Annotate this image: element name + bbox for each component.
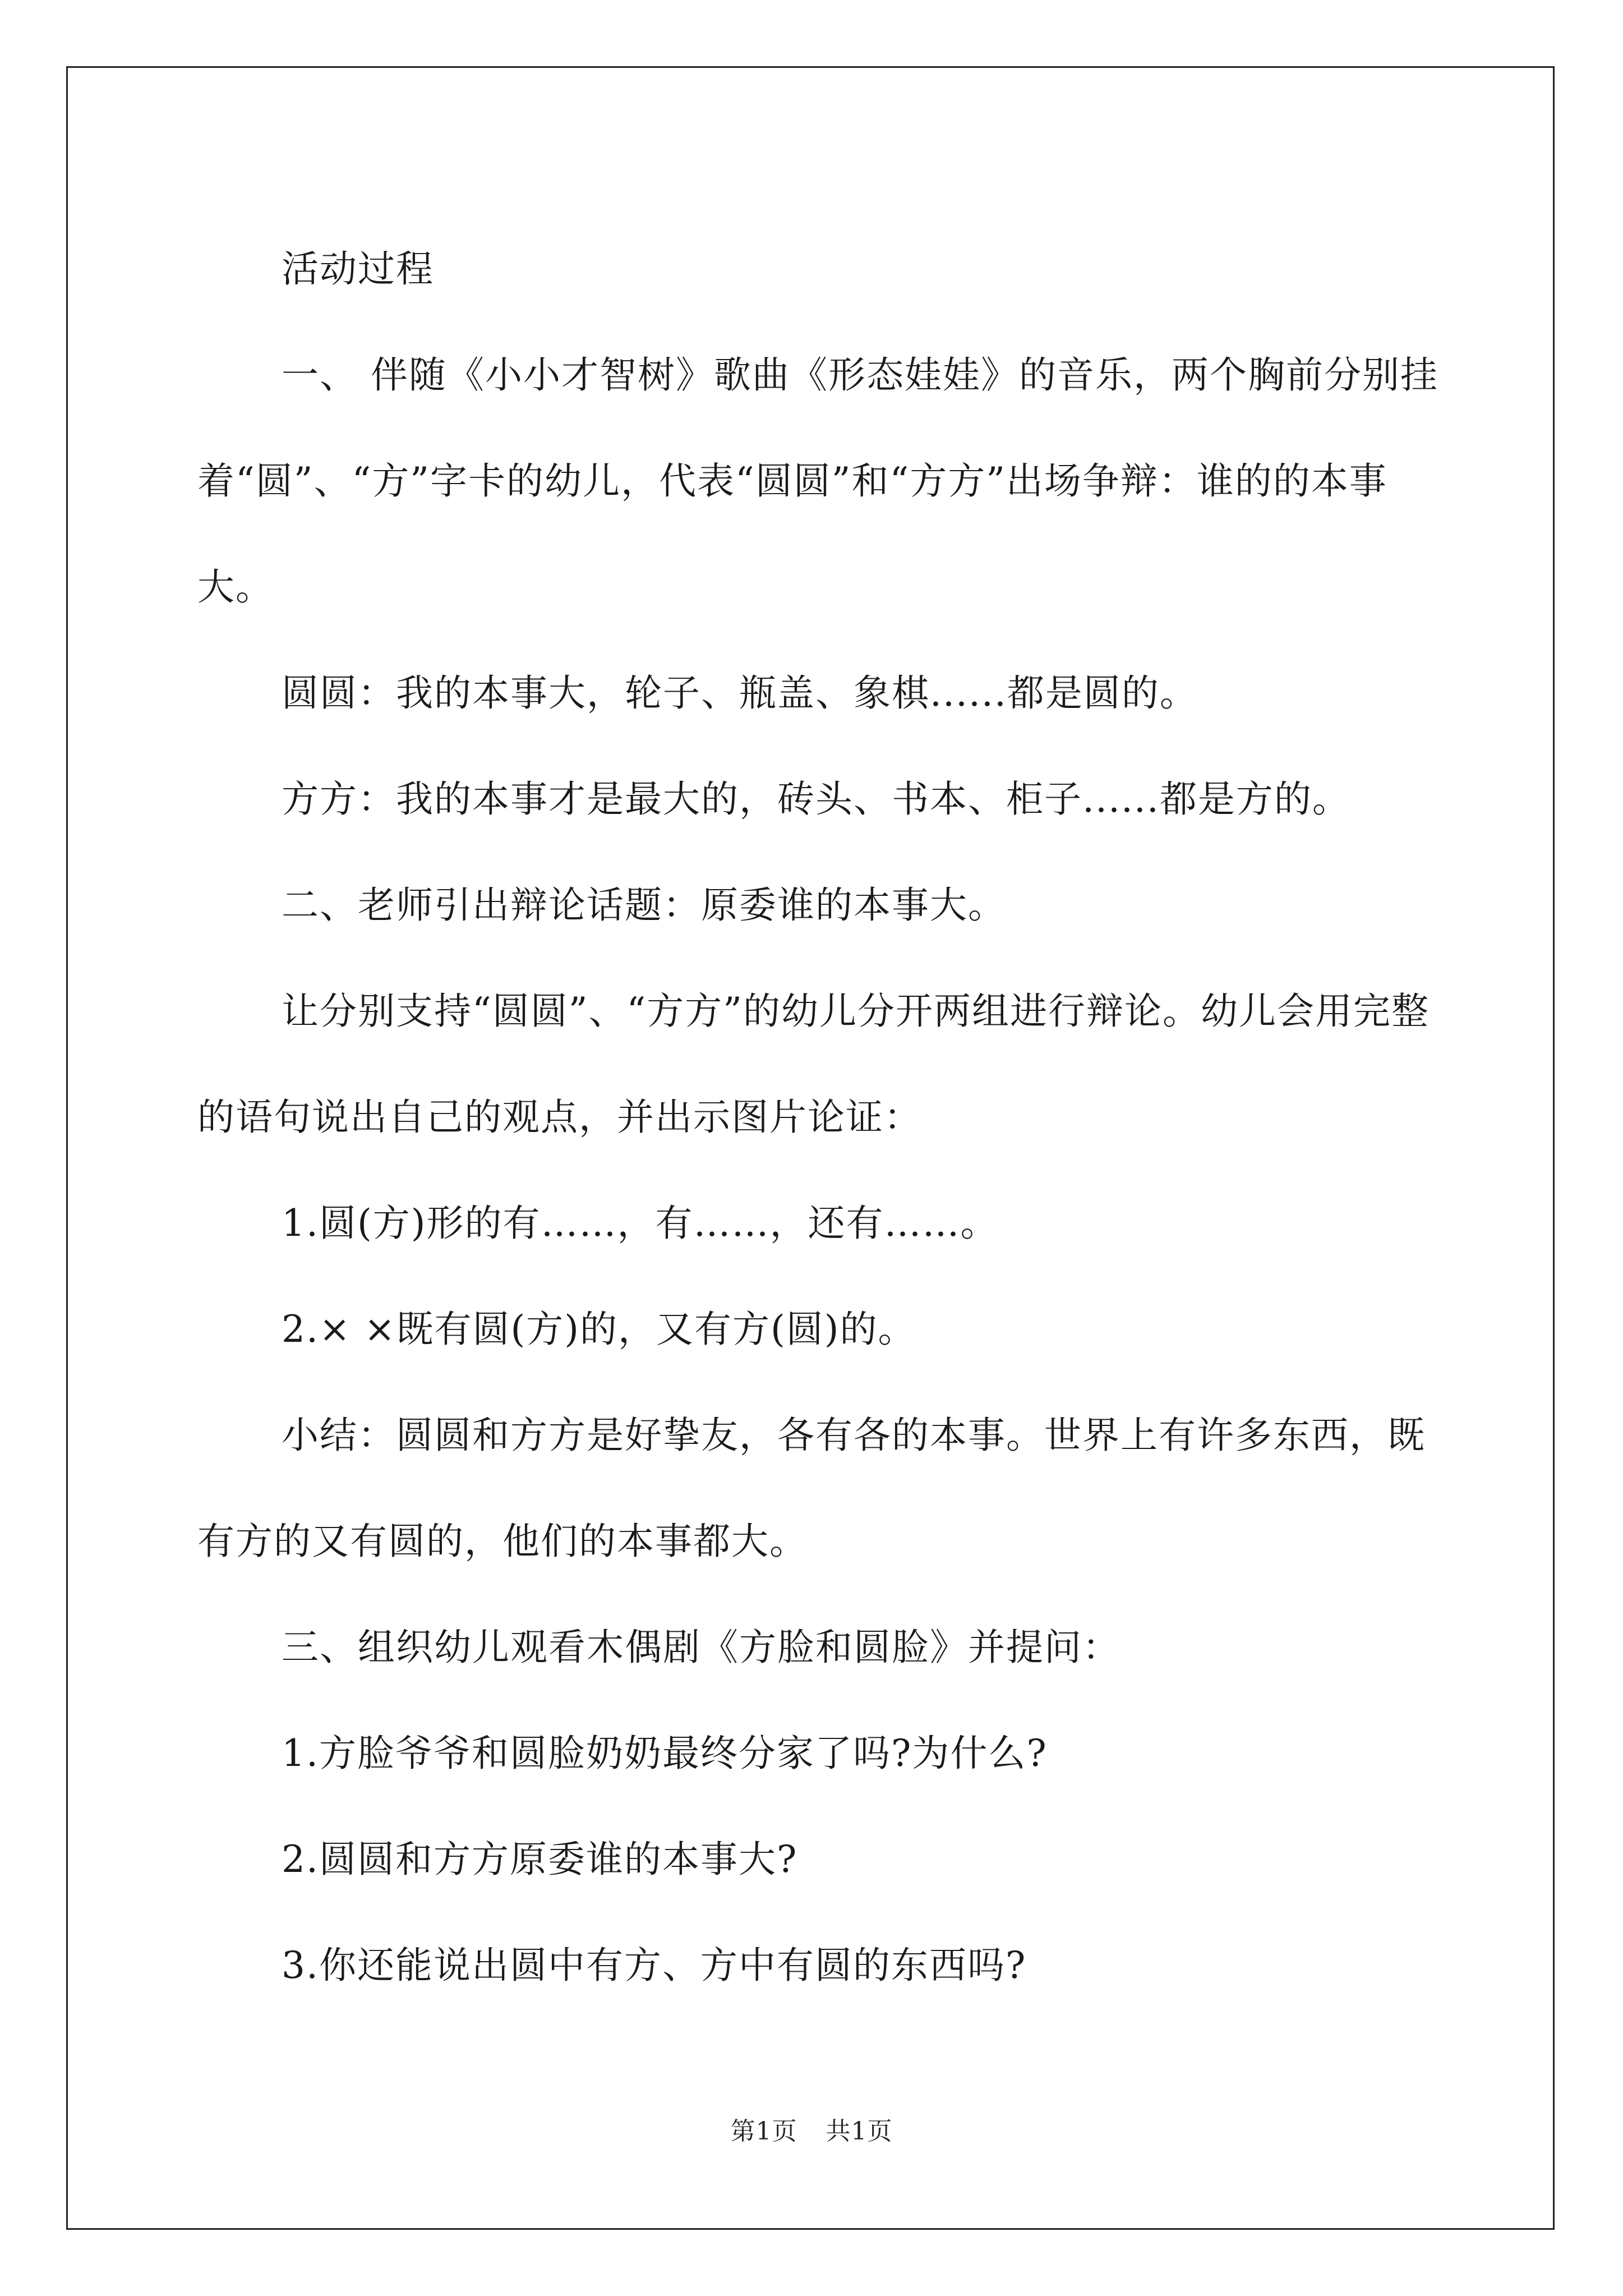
- list-item: 2.圆圆和方方原委谁的本事大?: [282, 1838, 798, 1881]
- list-item: 2.× ×既有圆(方)的，又有方(圆)的。: [282, 1308, 916, 1351]
- paragraph-yuanyuan: 圆圆：我的本事大，轮子、瓶盖、象棋......都是圆的。: [282, 671, 1198, 715]
- paragraph-debate: 让分别支持“圆圆”、“方方”的幼儿分开两组进行辩论。幼儿会用完整的语句说出自己的观点，并出示图片论证：: [197, 990, 1430, 1139]
- paragraph-fangfang: 方方：我的本事才是最大的，砖头、书本、柜子......都是方的。: [282, 777, 1350, 821]
- page-total: 共1页: [826, 2117, 893, 2146]
- paragraph-step-three: 三、组织幼儿观看木偶剧《方脸和圆脸》并提问：: [282, 1626, 1121, 1669]
- paragraph-summary: 小结：圆圆和方方是好挚友，各有各的本事。世界上有许多东西，既有方的又有圆的，他们的本事都大。: [197, 1414, 1426, 1563]
- page-footer: [0, 2115, 1623, 2148]
- list-item: 1.方脸爷爷和圆脸奶奶最终分家了吗?为什么?: [282, 1732, 1048, 1775]
- paragraph-intro: 一、 伴随《小小才智树》歌曲《形态娃娃》的音乐，两个胸前分别挂着“圆”、“方”字卡的幼儿，代表“圆圆”和“方方”出场争辩：谁的的本事大。: [197, 353, 1438, 609]
- page-number: 第1页: [730, 2117, 797, 2146]
- paragraph-step-two: 二、老师引出辩论话题：原委谁的本事大。: [282, 884, 1006, 927]
- section-heading: 活动过程: [282, 247, 434, 291]
- list-item: 3.你还能说出圆中有方、方中有圆的东西吗?: [282, 1944, 1027, 1987]
- list-item: 1.圆(方)形的有……，有……，还有……。: [282, 1202, 999, 1245]
- document-body: [197, 216, 1462, 2018]
